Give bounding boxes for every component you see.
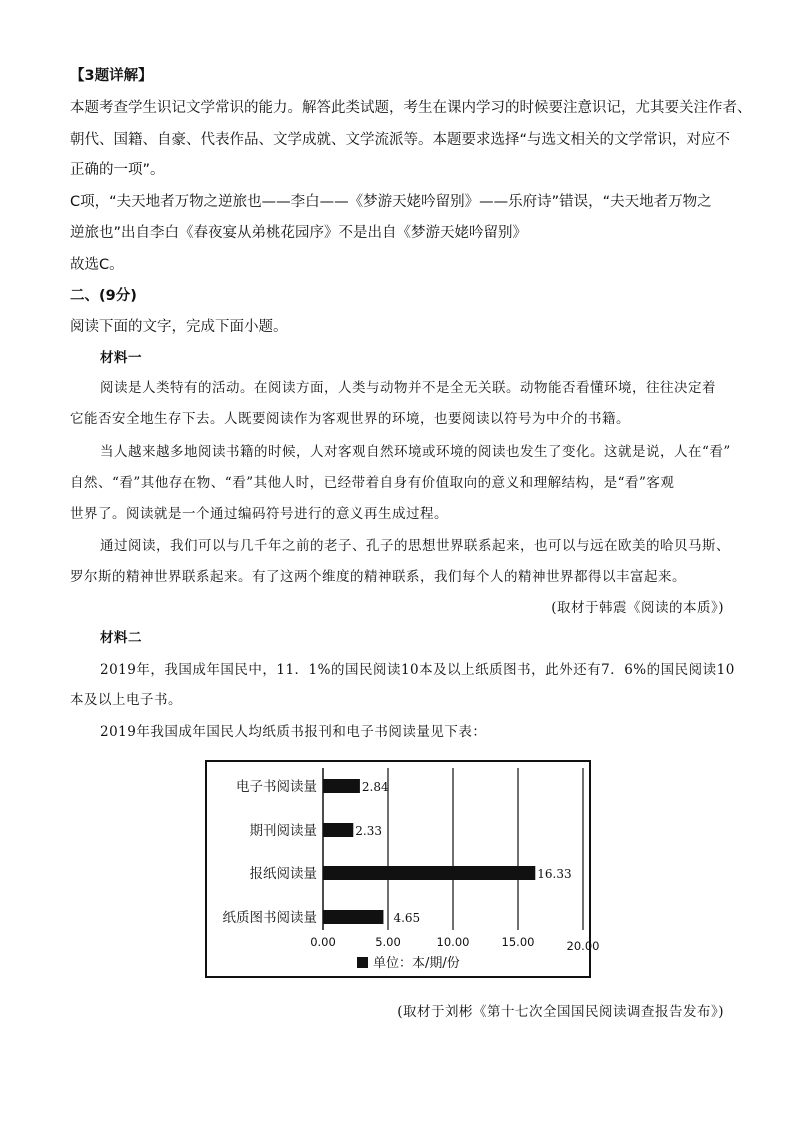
paragraph-line: 阅读是人类特有的活动。在阅读方面，人类与动物并不是全无关联。动物能否看懂环境，往往决定着: [100, 380, 716, 396]
paragraph-line: 当人越来越多地阅读书籍的时候，人对客观自然环境或环境的阅读也发生了变化。这就是说，人在“看”: [100, 444, 731, 460]
legend-swatch: [357, 957, 368, 968]
material-one-title: 材料一: [100, 350, 142, 366]
data-label: 16.33: [537, 867, 572, 881]
paragraph-line: 本题考查学生识记文学常识的能力。解答此类试题，考生在课内学习的时候要注意识记，尤其要关注作者、: [70, 100, 752, 116]
paragraph-line: 自然、“看”其他存在物、“看”其他人时，已经带着自身有价值取向的意义和理解结构，是“看”客观: [70, 475, 675, 491]
paragraph-line: C项，“夫天地者万物之逆旅也——李白——《梦游天姥吟留别》——乐府诗”错误，“夫天地者万物之: [70, 194, 712, 210]
bar: [323, 823, 353, 837]
x-tick-label: 20.00: [566, 939, 600, 953]
source-citation: (取材于韩震《阅读的本质》): [551, 600, 724, 616]
data-label: 2.84: [361, 780, 389, 794]
paragraph-line: 通过阅读，我们可以与几千年之前的老子、孔子的思想世界联系起来，也可以与远在欧美的哈贝马斯、: [100, 538, 730, 554]
x-tick-label: 0.00: [310, 935, 336, 949]
material-two-title: 材料二: [100, 630, 142, 646]
category-label: 纸质图书阅读量: [222, 910, 317, 926]
paragraph-line: 它能否安全地生存下去。人既要阅读作为客观世界的环境，也要阅读以符号为中介的书籍。: [70, 411, 630, 427]
section-heading: 二、(9分): [70, 288, 137, 304]
legend-label: 单位：本/期/份: [373, 956, 460, 971]
source-citation: (取材于刘彬《第十七次全国国民阅读调查报告发布》): [397, 1004, 724, 1020]
paragraph-line: 罗尔斯的精神世界联系起来。有了这两个维度的精神联系，我们每个人的精神世界都得以丰富起来。: [70, 569, 686, 585]
bar: [323, 866, 535, 880]
category-label: 电子书阅读量: [236, 779, 317, 795]
bar-chart-svg: [207, 762, 600, 976]
instruction-text: 阅读下面的文字，完成下面小题。: [70, 319, 288, 335]
answer-heading: 【3题详解】: [70, 68, 153, 84]
bar-chart: [205, 760, 600, 978]
category-label: 报纸阅读量: [249, 866, 317, 882]
x-tick-label: 10.00: [436, 935, 470, 949]
bar: [323, 779, 360, 793]
paragraph-line: 逆旅也”出自李白《春夜宴从弟桃花园序》不是出自《梦游天姥吟留别》: [70, 225, 528, 241]
paragraph-line: 2019年，我国成年国民中，11．1%的国民阅读10本及以上纸质图书，此外还有7．6%的国民阅读10: [100, 662, 735, 678]
paragraph-line: 本及以上电子书。: [70, 692, 182, 708]
paragraph-line: 朝代、国籍、自豪、代表作品、文学成就、文学流派等。本题要求选择“与选文相关的文学常识，对应不: [70, 132, 731, 148]
data-label: 2.33: [355, 824, 383, 838]
paragraph-line: 2019年我国成年国民人均纸质书报刊和电子书阅读量见下表：: [100, 724, 487, 740]
data-label: 4.65: [393, 911, 421, 925]
paragraph-line: 世界了。阅读就是一个通过编码符号进行的意义再生成过程。: [70, 506, 448, 522]
bar: [323, 910, 383, 924]
category-label: 期刊阅读量: [249, 823, 317, 839]
paragraph-line: 正确的一项”。: [70, 162, 165, 178]
paragraph-line: 故选C。: [70, 257, 124, 273]
x-tick-label: 5.00: [375, 935, 401, 949]
x-tick-label: 15.00: [501, 935, 535, 949]
